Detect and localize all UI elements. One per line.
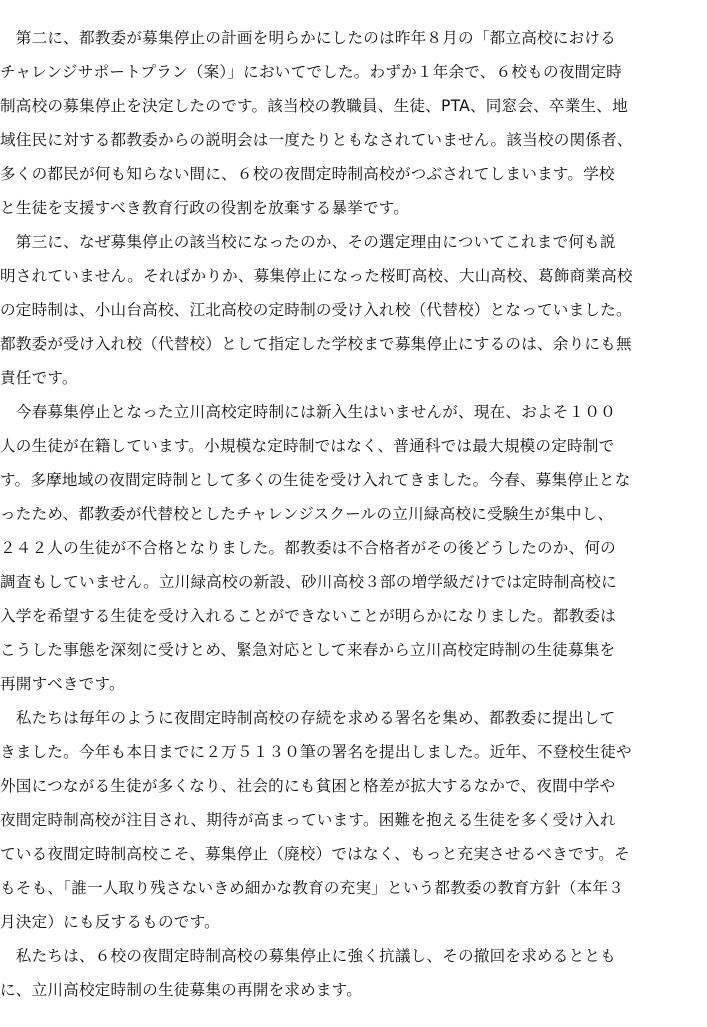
text-line: 再開すべきです。: [0, 675, 125, 693]
text-line: 第三に、なぜ募集停止の該当校になったのか、その選定理由についてこれまで何も説: [0, 233, 616, 251]
text-line: 第二に、都教委が募集停止の計画を明らかにしたのは昨年８月の「都立高校における: [0, 29, 616, 47]
text-line: チャレンジサポートプラン（案）」においてでした。わずか１年余で、６校もの夜間定時: [0, 63, 622, 81]
text-line: 私たちは、６校の夜間定時制高校の募集停止に強く抗議し、その撤回を求めるととも: [0, 947, 616, 965]
text-line: 外国につながる生徒が多くなり、社会的にも貧困と格差が拡大するなかで、夜間中学や: [0, 777, 616, 795]
text-line: こうした事態を深刻に受けとめ、緊急対応として来春から立川高校定時制の生徒募集を: [0, 641, 616, 659]
text-line: きました。今年も本日までに２万５１３０筆の署名を提出しました。近年、不登校生徒や: [0, 743, 632, 761]
text-line: 調査もしていません。立川緑高校の新設、砂川高校３部の増学級だけでは定時制高校に: [0, 573, 617, 591]
text-line: 夜間定時制高校が注目され、期待が高まっています。困難を抱える生徒を多く受け入れ: [0, 811, 616, 829]
text-line: 今春募集停止となった立川高校定時制には新入生はいませんが、現在、およそ１００: [0, 403, 616, 421]
text-line: 域住民に対する都教委からの説明会は一度たりともなされていません。該当校の関係者、: [0, 131, 633, 149]
text-line: 明されていません。そればかりか、募集停止になった桜町高校、大山高校、葛飾商業高校: [0, 267, 633, 285]
text-line: 制高校の募集停止を決定したのです。該当校の教職員、生徒、PTA、同窓会、卒業生、地: [0, 97, 628, 115]
text-line: 多くの都民が何も知らない間に、６校の夜間定時制高校がつぶされてしまいます。学校: [0, 165, 615, 183]
text-line: に、立川高校定時制の生徒募集の再開を求めます。: [0, 981, 363, 999]
text-line: ている夜間定時制高校こそ、募集停止（廃校）ではなく、もっと充実させるべきです。そ: [0, 845, 630, 863]
text-line: 私たちは毎年のように夜間定時制高校の存続を求める署名を集め、都教委に提出して: [0, 709, 616, 727]
text-line: と生徒を支援すべき教育行政の役割を放棄する暴挙です。: [0, 199, 410, 217]
text-line: 都教委が受け入れ校（代替校）として指定した学校まで募集停止にするのは、余りにも無: [0, 335, 632, 353]
text-line: 責任です。: [0, 369, 78, 387]
text-line: 入学を希望する生徒を受け入れることができないことが明らかになりました。都教委は: [0, 607, 616, 625]
text-line: 月決定）にも反するものです。: [0, 913, 220, 931]
text-line: 人の生徒が在籍しています。小規模な定時制ではなく、普通科では最大規模の定時制で: [0, 437, 615, 455]
text-line: の定時制は、小山台高校、江北高校の定時制の受け入れ校（代替校）となっていました。: [0, 301, 632, 319]
text-line: ったため、都教委が代替校としたチャレンジスクールの立川緑高校に受験生が集中し、: [0, 505, 614, 523]
text-line: もそも、「誰一人取り残さないきめ細かな教育の充実」という都教委の教育方針（本年３: [0, 879, 624, 897]
text-line: す。多摩地域の夜間定時制として多くの生徒を受け入れてきました。今春、募集停止とな: [0, 471, 631, 489]
text-line: ２４２人の生徒が不合格となりました。都教委は不合格者がその後どうしたのか、何の: [0, 539, 616, 557]
